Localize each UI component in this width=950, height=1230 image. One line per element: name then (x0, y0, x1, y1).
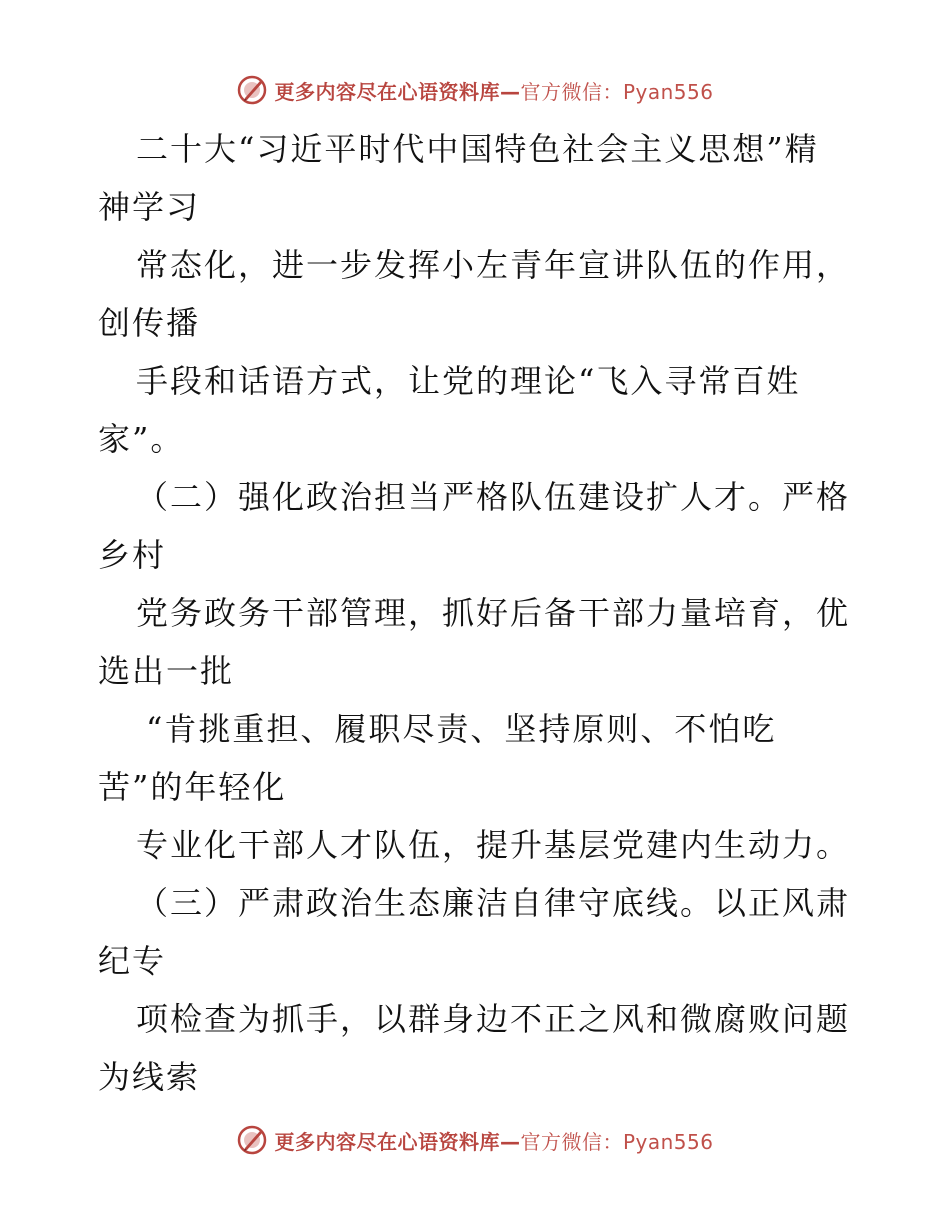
footer-banner-inner (236, 1124, 713, 1156)
footer-banner (0, 1120, 950, 1160)
quill-pen-circle-icon (236, 74, 268, 106)
body-line: 常态化，进一步发挥小左青年宣讲队伍的作用， (136, 246, 851, 284)
header-banner (0, 70, 950, 110)
body-line: 手段和话语方式，让党的理论“飞入寻常百姓 (136, 362, 801, 400)
body-line: 专业化干部人才队伍，提升基层党建内生动力。 (136, 826, 851, 864)
body-line: （三）严肃政治生态廉洁自律守底线。以正风肃 (136, 884, 851, 922)
header-banner-inner (236, 74, 713, 106)
header-banner-text: 更多内容尽在心语资料库—官方微信：Pyan556 (274, 79, 714, 104)
quill-pen-circle-icon (236, 1124, 268, 1156)
footer-banner-text: 更多内容尽在心语资料库—官方微信：Pyan556 (274, 1129, 714, 1154)
body-line: “肯挑重担、履职尽责、坚持原则、不怕吃 (146, 710, 777, 748)
document-body (98, 120, 858, 1106)
body-line: 二十大“习近平时代中国特色社会主义思想”精 (136, 130, 819, 168)
body-line: 创传播 (98, 304, 201, 342)
body-line: 家”。 (98, 420, 185, 458)
body-line: 为线索 (98, 1058, 201, 1096)
body-line: 纪专 (98, 942, 167, 980)
body-line: 项检查为抓手，以群身边不正之风和微腐败问题 (136, 1000, 851, 1038)
body-line: 党务政务干部管理，抓好后备干部力量培育，优 (136, 594, 851, 632)
body-line: 神学习 (98, 188, 201, 226)
body-line: （二）强化政治担当严格队伍建设扩人才。严格 (136, 478, 851, 516)
body-line: 选出一批 (98, 652, 235, 690)
body-line: 苦”的年轻化 (98, 768, 287, 806)
body-line: 乡村 (98, 536, 167, 574)
